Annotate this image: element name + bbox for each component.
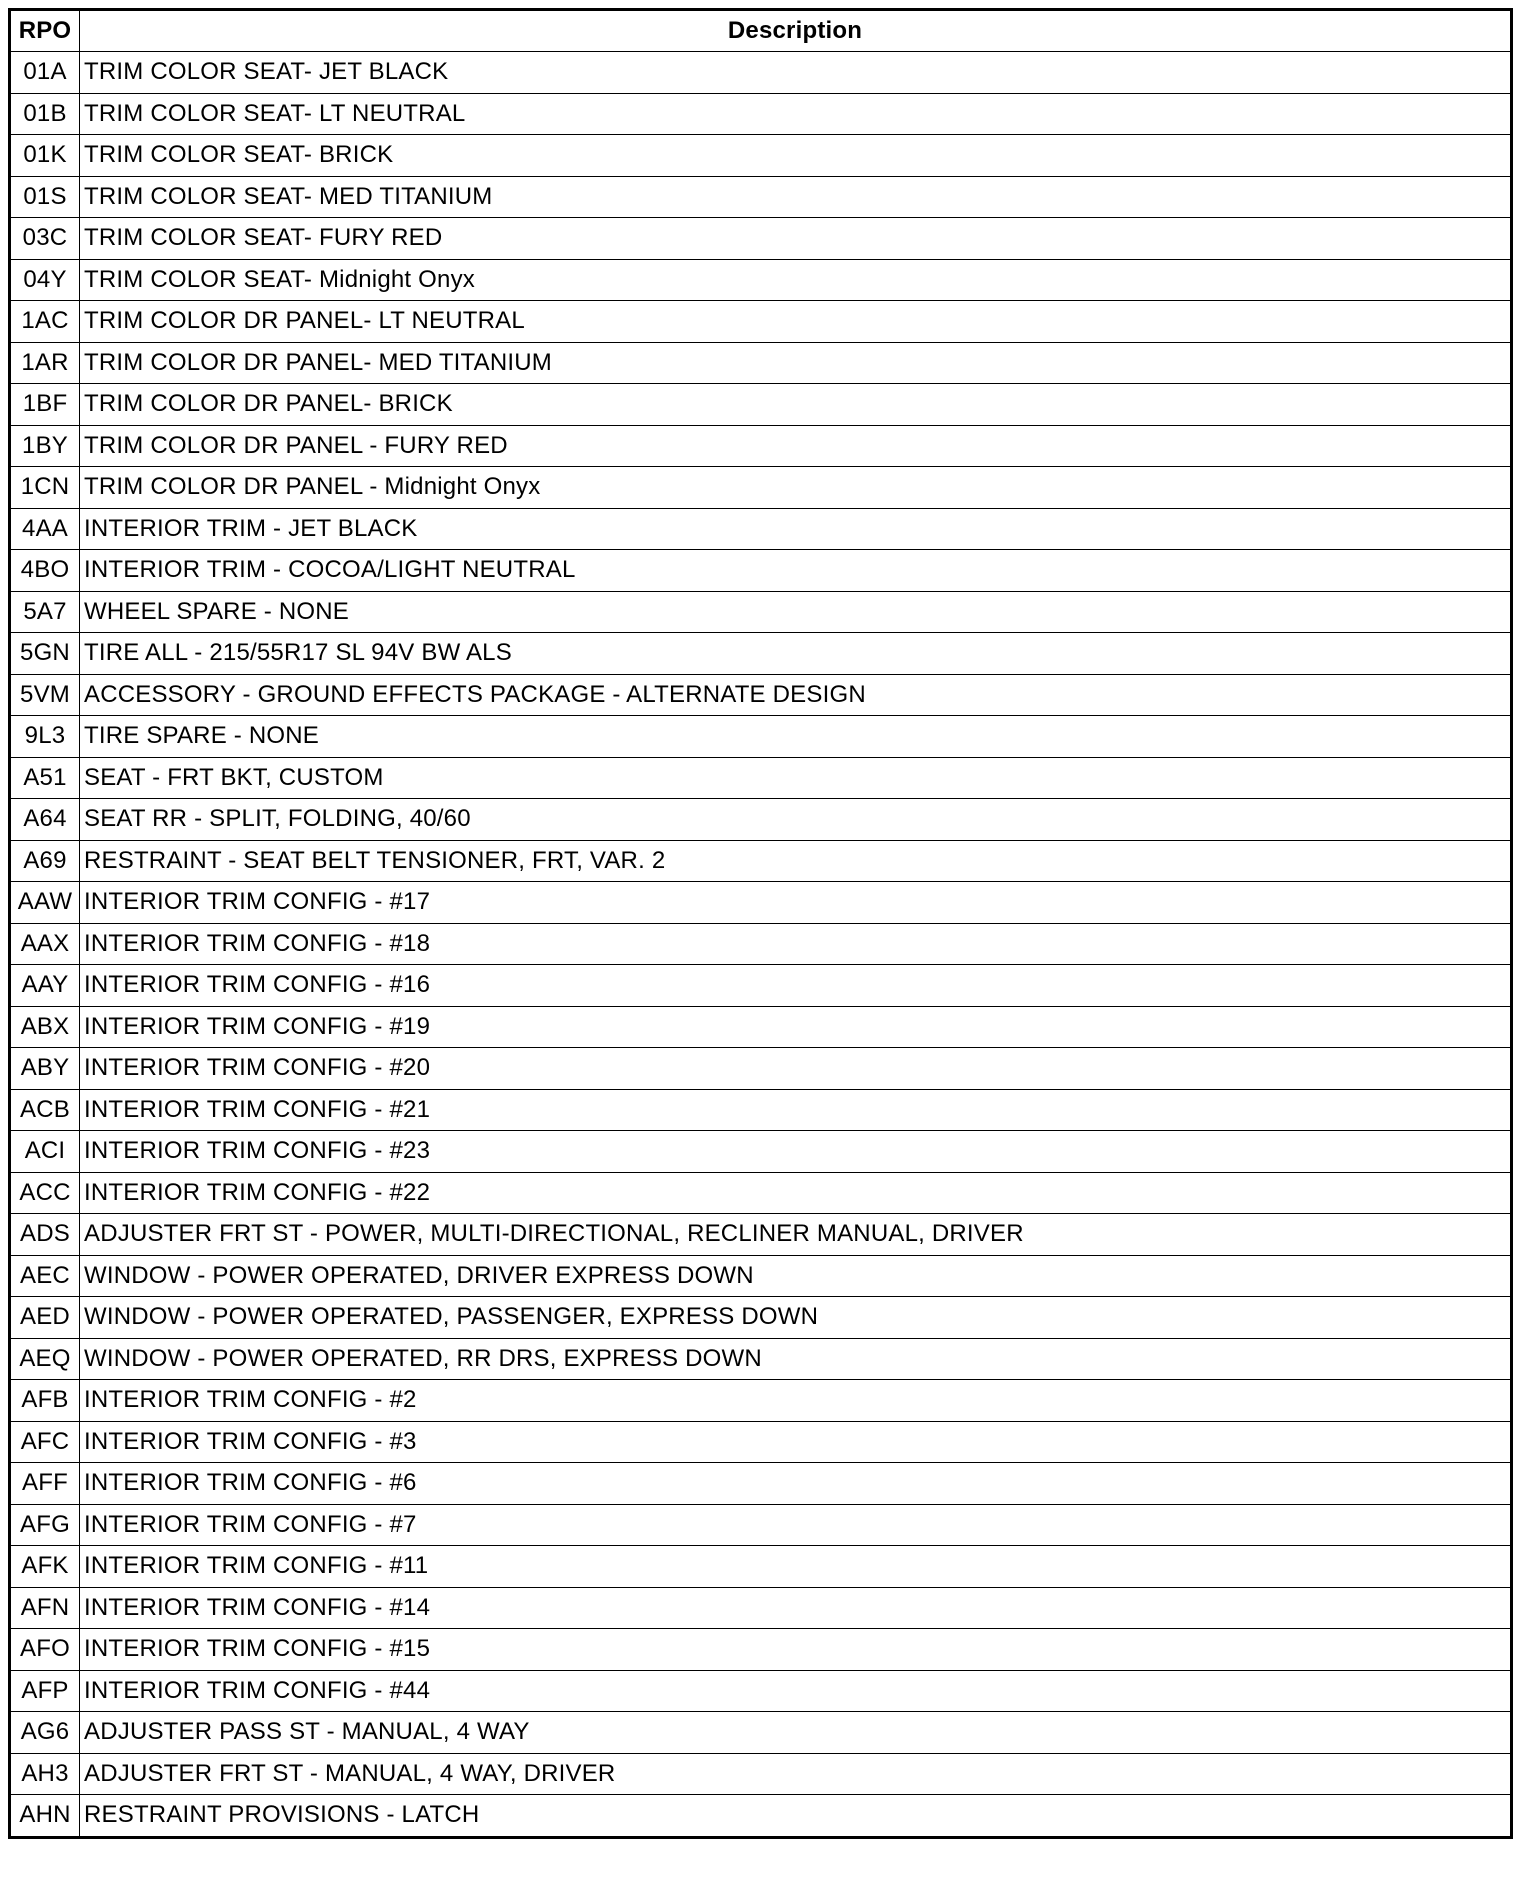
- rpo-code-cell: A64: [10, 799, 80, 841]
- table-row: [10, 1504, 1512, 1546]
- header-row: [10, 10, 1512, 52]
- rpo-code-cell: AEC: [10, 1255, 80, 1297]
- description-cell: TRIM COLOR SEAT- FURY RED: [80, 218, 1512, 260]
- description-cell: INTERIOR TRIM CONFIG - #7: [80, 1504, 1512, 1546]
- table-row: [10, 1255, 1512, 1297]
- table-row: [10, 259, 1512, 301]
- table-row: [10, 882, 1512, 924]
- table-row: [10, 176, 1512, 218]
- rpo-code-cell: 01B: [10, 93, 80, 135]
- rpo-code-cell: ACC: [10, 1172, 80, 1214]
- description-cell: TRIM COLOR SEAT- Midnight Onyx: [80, 259, 1512, 301]
- rpo-code-cell: 5A7: [10, 591, 80, 633]
- description-cell: TRIM COLOR DR PANEL- MED TITANIUM: [80, 342, 1512, 384]
- rpo-code-cell: 9L3: [10, 716, 80, 758]
- table-row: [10, 757, 1512, 799]
- table-row: [10, 1670, 1512, 1712]
- description-cell: WINDOW - POWER OPERATED, DRIVER EXPRESS DOWN: [80, 1255, 1512, 1297]
- description-cell: INTERIOR TRIM CONFIG - #11: [80, 1546, 1512, 1588]
- rpo-code-cell: 1CN: [10, 467, 80, 509]
- description-cell: INTERIOR TRIM CONFIG - #20: [80, 1048, 1512, 1090]
- rpo-code-cell: 1BF: [10, 384, 80, 426]
- table-row: [10, 1048, 1512, 1090]
- table-row: [10, 550, 1512, 592]
- rpo-code-cell: A51: [10, 757, 80, 799]
- table-row: [10, 508, 1512, 550]
- rpo-code-cell: 01S: [10, 176, 80, 218]
- description-cell: WINDOW - POWER OPERATED, RR DRS, EXPRESS DOWN: [80, 1338, 1512, 1380]
- description-cell: INTERIOR TRIM CONFIG - #23: [80, 1131, 1512, 1173]
- rpo-code-cell: AAY: [10, 965, 80, 1007]
- rpo-code-cell: AG6: [10, 1712, 80, 1754]
- rpo-code-cell: 1AR: [10, 342, 80, 384]
- rpo-code-cell: 4BO: [10, 550, 80, 592]
- rpo-code-cell: 01A: [10, 52, 80, 94]
- description-cell: RESTRAINT PROVISIONS - LATCH: [80, 1795, 1512, 1838]
- table-row: [10, 1172, 1512, 1214]
- table-row: [10, 1795, 1512, 1838]
- table-row: [10, 674, 1512, 716]
- table-row: [10, 135, 1512, 177]
- rpo-code-cell: ADS: [10, 1214, 80, 1256]
- rpo-code-cell: 01K: [10, 135, 80, 177]
- rpo-code-cell: AFB: [10, 1380, 80, 1422]
- description-cell: ADJUSTER FRT ST - POWER, MULTI-DIRECTIONAL, RECLINER MANUAL, DRIVER: [80, 1214, 1512, 1256]
- table-header: [10, 10, 1512, 52]
- table-row: [10, 1629, 1512, 1671]
- table-row: [10, 1006, 1512, 1048]
- rpo-code-cell: ABX: [10, 1006, 80, 1048]
- table-row: [10, 467, 1512, 509]
- description-column-header: Description: [80, 10, 1512, 52]
- table-row: [10, 52, 1512, 94]
- description-cell: TIRE SPARE - NONE: [80, 716, 1512, 758]
- table-row: [10, 1089, 1512, 1131]
- rpo-code-cell: AAW: [10, 882, 80, 924]
- rpo-code-cell: AFG: [10, 1504, 80, 1546]
- rpo-code-cell: 4AA: [10, 508, 80, 550]
- table-row: [10, 633, 1512, 675]
- rpo-code-cell: 1AC: [10, 301, 80, 343]
- description-cell: TRIM COLOR DR PANEL - FURY RED: [80, 425, 1512, 467]
- table-body: [10, 52, 1512, 1838]
- table-row: [10, 1338, 1512, 1380]
- rpo-code-cell: AED: [10, 1297, 80, 1339]
- description-cell: SEAT RR - SPLIT, FOLDING, 40/60: [80, 799, 1512, 841]
- description-cell: TRIM COLOR DR PANEL - Midnight Onyx: [80, 467, 1512, 509]
- rpo-code-cell: AEQ: [10, 1338, 80, 1380]
- rpo-code-cell: AFP: [10, 1670, 80, 1712]
- table-row: [10, 301, 1512, 343]
- description-cell: INTERIOR TRIM - JET BLACK: [80, 508, 1512, 550]
- description-cell: INTERIOR TRIM - COCOA/LIGHT NEUTRAL: [80, 550, 1512, 592]
- rpo-code-cell: 5GN: [10, 633, 80, 675]
- table-row: [10, 1587, 1512, 1629]
- table-row: [10, 1214, 1512, 1256]
- description-cell: INTERIOR TRIM CONFIG - #6: [80, 1463, 1512, 1505]
- description-cell: INTERIOR TRIM CONFIG - #2: [80, 1380, 1512, 1422]
- description-cell: INTERIOR TRIM CONFIG - #21: [80, 1089, 1512, 1131]
- table-row: [10, 716, 1512, 758]
- table-row: [10, 93, 1512, 135]
- description-cell: TRIM COLOR SEAT- MED TITANIUM: [80, 176, 1512, 218]
- table-row: [10, 1753, 1512, 1795]
- table-row: [10, 591, 1512, 633]
- table-row: [10, 1380, 1512, 1422]
- description-cell: RESTRAINT - SEAT BELT TENSIONER, FRT, VAR. 2: [80, 840, 1512, 882]
- rpo-code-cell: 1BY: [10, 425, 80, 467]
- description-cell: TRIM COLOR SEAT- JET BLACK: [80, 52, 1512, 94]
- description-cell: INTERIOR TRIM CONFIG - #22: [80, 1172, 1512, 1214]
- description-cell: INTERIOR TRIM CONFIG - #19: [80, 1006, 1512, 1048]
- table-row: [10, 799, 1512, 841]
- description-cell: INTERIOR TRIM CONFIG - #15: [80, 1629, 1512, 1671]
- rpo-code-cell: 04Y: [10, 259, 80, 301]
- table-row: [10, 218, 1512, 260]
- rpo-code-cell: AH3: [10, 1753, 80, 1795]
- table-row: [10, 840, 1512, 882]
- description-cell: TIRE ALL - 215/55R17 SL 94V BW ALS: [80, 633, 1512, 675]
- table-row: [10, 923, 1512, 965]
- description-cell: ADJUSTER PASS ST - MANUAL, 4 WAY: [80, 1712, 1512, 1754]
- table-row: [10, 965, 1512, 1007]
- description-cell: SEAT - FRT BKT, CUSTOM: [80, 757, 1512, 799]
- description-cell: TRIM COLOR DR PANEL- BRICK: [80, 384, 1512, 426]
- description-cell: INTERIOR TRIM CONFIG - #17: [80, 882, 1512, 924]
- description-cell: TRIM COLOR SEAT- BRICK: [80, 135, 1512, 177]
- description-cell: WHEEL SPARE - NONE: [80, 591, 1512, 633]
- rpo-code-cell: ACI: [10, 1131, 80, 1173]
- rpo-code-cell: ABY: [10, 1048, 80, 1090]
- table-row: [10, 1712, 1512, 1754]
- rpo-code-cell: AFF: [10, 1463, 80, 1505]
- description-cell: INTERIOR TRIM CONFIG - #3: [80, 1421, 1512, 1463]
- table-row: [10, 425, 1512, 467]
- rpo-code-cell: A69: [10, 840, 80, 882]
- rpo-code-cell: AFK: [10, 1546, 80, 1588]
- description-cell: INTERIOR TRIM CONFIG - #18: [80, 923, 1512, 965]
- description-cell: INTERIOR TRIM CONFIG - #16: [80, 965, 1512, 1007]
- rpo-table: [8, 8, 1513, 1839]
- table-row: [10, 1421, 1512, 1463]
- description-cell: ADJUSTER FRT ST - MANUAL, 4 WAY, DRIVER: [80, 1753, 1512, 1795]
- table-row: [10, 342, 1512, 384]
- rpo-code-cell: AHN: [10, 1795, 80, 1838]
- rpo-code-cell: AFN: [10, 1587, 80, 1629]
- rpo-code-cell: 5VM: [10, 674, 80, 716]
- rpo-code-cell: AFO: [10, 1629, 80, 1671]
- description-cell: TRIM COLOR DR PANEL- LT NEUTRAL: [80, 301, 1512, 343]
- description-cell: INTERIOR TRIM CONFIG - #44: [80, 1670, 1512, 1712]
- rpo-code-cell: AFC: [10, 1421, 80, 1463]
- description-cell: ACCESSORY - GROUND EFFECTS PACKAGE - ALTERNATE DESIGN: [80, 674, 1512, 716]
- rpo-code-cell: 03C: [10, 218, 80, 260]
- table-row: [10, 1546, 1512, 1588]
- rpo-column-header: RPO: [10, 10, 80, 52]
- table-row: [10, 1297, 1512, 1339]
- description-cell: TRIM COLOR SEAT- LT NEUTRAL: [80, 93, 1512, 135]
- description-cell: INTERIOR TRIM CONFIG - #14: [80, 1587, 1512, 1629]
- table-row: [10, 1463, 1512, 1505]
- table-row: [10, 1131, 1512, 1173]
- table-row: [10, 384, 1512, 426]
- description-cell: WINDOW - POWER OPERATED, PASSENGER, EXPRESS DOWN: [80, 1297, 1512, 1339]
- rpo-code-cell: AAX: [10, 923, 80, 965]
- rpo-code-cell: ACB: [10, 1089, 80, 1131]
